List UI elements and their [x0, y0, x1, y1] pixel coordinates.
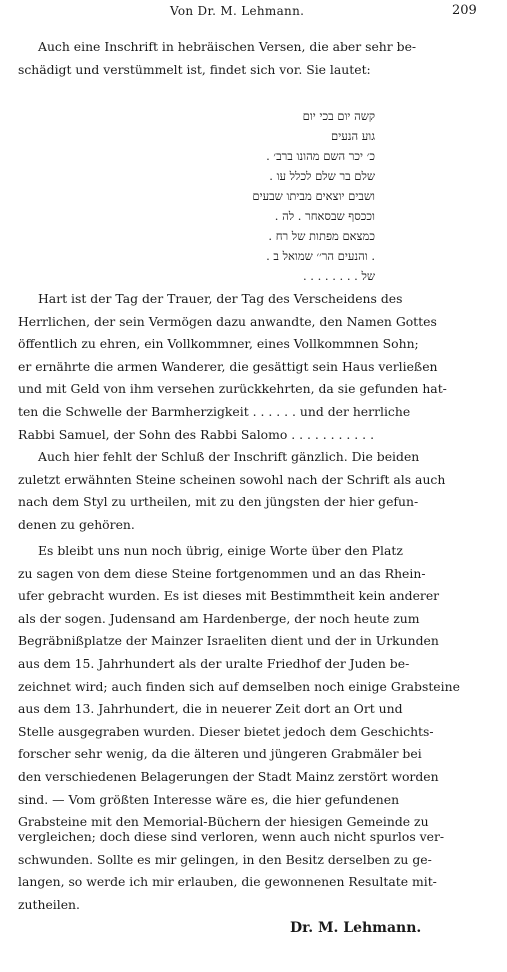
text-line: öffentlich zu ehren, ein Vollkommner, eines Vollkommnen Sohn; [18, 336, 419, 352]
running-header: Von Dr. M. Lehmann. [170, 4, 305, 18]
text-line: ten die Schwelle der Barmherzigkeit . . . . . . und der herrliche [18, 403, 411, 419]
text-line: Es bleibt uns nun noch übrig, einige Worte über den Platz [38, 543, 403, 558]
text-line: sind. — Vom größten Interesse wäre es, die hier gefundenen [18, 791, 400, 807]
text-line: langen, so werde ich mir erlauben, die gewonnenen Resultate mit- [18, 874, 437, 890]
text-line: zu sagen von dem diese Steine fortgenommen und an das Rhein- [18, 565, 426, 581]
text-line: als der sogen. Judensand am Hardenberge, der noch heute zum [18, 610, 420, 626]
text-line: er ernährte die armen Wanderer, die gesättigt sein Haus verließen [18, 358, 438, 374]
text-line: zeichnet wird; auch finden sich auf demselben noch einige Grabsteine [18, 678, 460, 694]
text-line: Auch eine Inschrift in hebräischen Versen, die aber sehr be- [38, 39, 417, 54]
text-line: zutheilen. [18, 896, 80, 912]
text-line: Stelle ausgegraben wurden. Dieser bietet jedoch dem Geschichts- [18, 723, 434, 739]
note-paragraph [18, 446, 484, 536]
text-line: Rabbi Samuel, der Sohn des Rabbi Salomo . . . . . . . . . . . [18, 426, 375, 442]
text-line: Herrlichen, der sein Vermögen dazu anwandte, den Namen Gottes [18, 313, 437, 329]
hebrew-line: כמצאם מפתות של רח . [268, 229, 375, 243]
text-line: nach dem Styl zu urtheilen, mit zu den jüngsten der hier gefun- [18, 494, 419, 510]
text-line: den verschiedenen Belagerungen der Stadt Mainz zerstört worden [18, 768, 439, 784]
text-line: zuletzt erwähnten Steine scheinen sowohl nach der Schrift als auch [18, 471, 446, 487]
text-line: Hart ist der Tag der Trauer, der Tag des Verscheidens des [38, 291, 403, 306]
hebrew-line: גוע הנעים [331, 129, 375, 143]
page-number: 209 [452, 3, 477, 18]
hebrew-line: שלם בר שלם לכלל עו . [269, 169, 375, 183]
closing-paragraph [18, 826, 484, 916]
text-line: und mit Geld von ihm versehen zurückkehrten, da sie gefunden hat- [18, 381, 447, 397]
text-line: denen zu gehören. [18, 516, 135, 532]
text-line: Auch hier fehlt der Schluß der Inschrift gänzlich. Die beiden [38, 449, 420, 464]
discussion-paragraph [18, 540, 484, 834]
hebrew-inscription [215, 106, 375, 286]
hebrew-line: קשה יום בכי יום [302, 109, 375, 123]
translation-paragraph [18, 288, 484, 446]
hebrew-line: וככסף שבסאחר . לה . [274, 209, 375, 223]
text-line: schädigt und verstümmelt ist, findet sich vor. Sie lautet: [18, 61, 371, 77]
text-line: vergleichen; doch diese sind verloren, wenn auch nicht spurlos ver- [18, 829, 445, 844]
text-line: aus dem 13. Jahrhundert, die in neuerer Zeit dort an Ort und [18, 701, 403, 717]
hebrew-line: של . . . . . . . . [302, 269, 375, 283]
text-line: Begräbnißplatze der Mainzer Israeliten dient und der in Urkunden [18, 633, 439, 649]
hebrew-line: כ׳ יכר השם מהונו ברב׳ . [266, 149, 375, 163]
intro-paragraph [18, 36, 484, 81]
text-line: forscher sehr wenig, da die älteren und jüngeren Grabmäler bei [18, 746, 422, 762]
hebrew-line: . והנעים הר׳׳ שמואל ב . [266, 249, 375, 263]
author-signature: Dr. M. Lehmann. [290, 920, 422, 936]
text-line: schwunden. Sollte es mir gelingen, in den Besitz derselben zu ge- [18, 851, 432, 867]
text-line: ufer gebracht wurden. Es ist dieses mit Bestimmtheit kein anderer [18, 588, 440, 604]
hebrew-line: ושבים יוצאים מביתו שבעים [252, 189, 375, 203]
text-line: Grabsteine mit den Memorial-Büchern der hiesigen Gemeinde zu [18, 814, 429, 830]
text-line: aus dem 15. Jahrhundert als der uralte Friedhof der Juden be- [18, 655, 410, 671]
